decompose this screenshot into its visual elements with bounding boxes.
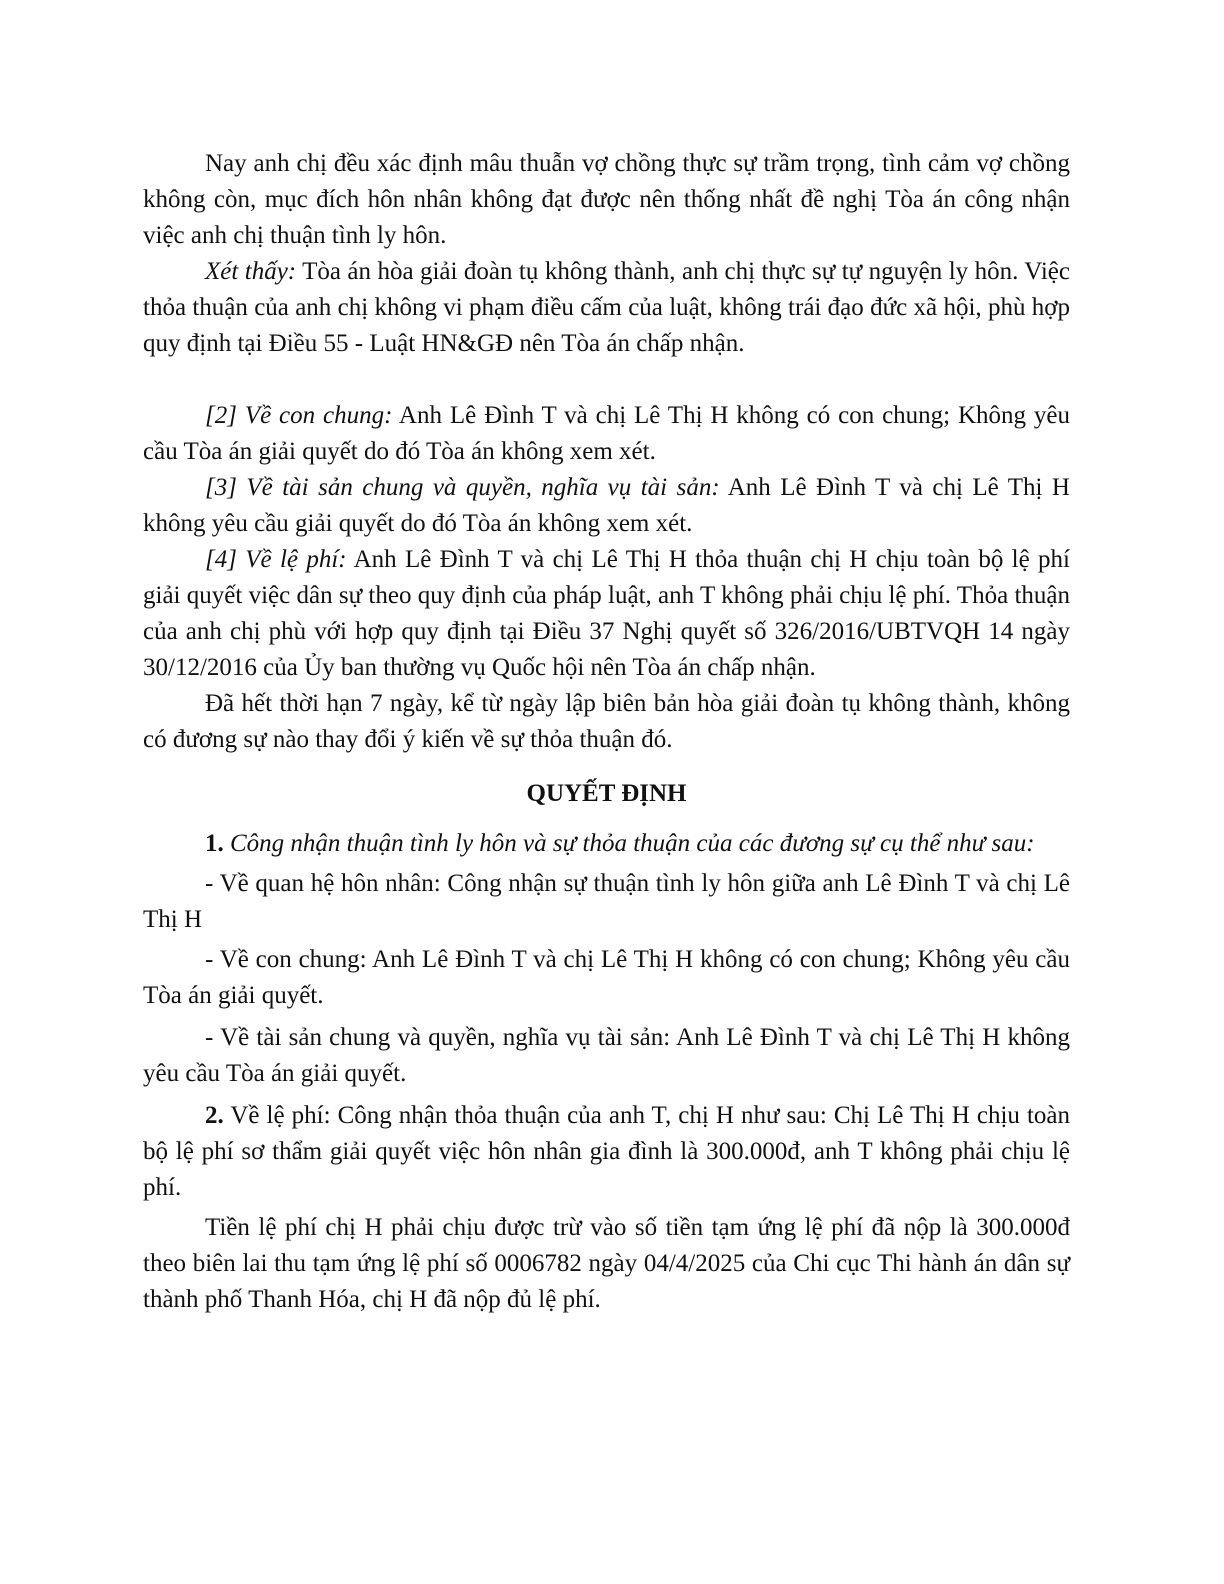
decision-2-number: 2. xyxy=(205,1102,224,1129)
decision-1-number: 1. xyxy=(205,830,224,857)
children-text: Anh Lê Đình T và chị Lê Thị H không có con chung; Không yêu cầu Tòa án giải quyết do đó Tòa án không xem xét. xyxy=(143,402,1070,465)
document-page xyxy=(143,146,1070,1318)
decision-item-1 xyxy=(143,826,1070,862)
decision-fee-deduction: Tiền lệ phí chị H phải chịu được trừ vào số tiền tạm ứng lệ phí đã nộp là 300.000đ theo biên lai thu tạm ứng lệ phí số 0006782 ngày 04/4/2025 của Chi cục Thi hành án dân sự thành phố Thanh Hóa, chị H đã nộp đủ lệ phí. xyxy=(143,1214,1070,1313)
property-label: [3] Về tài sản chung và quyền, nghĩa vụ tài sản: xyxy=(205,474,720,501)
decision-1-text: Công nhận thuận tình ly hôn và sự thỏa thuận của các đương sự cụ thể như sau: xyxy=(223,830,1035,857)
decision-1-children: - Về con chung: Anh Lê Đình T và chị Lê Thị H không có con chung; Không yêu cầu Tòa án giải quyết. xyxy=(143,946,1070,1009)
findings-label: Xét thấy: xyxy=(205,258,297,285)
children-label: [2] Về con chung: xyxy=(205,402,393,429)
paragraph-deadline: Đã hết thời hạn 7 ngày, kể từ ngày lập biên bản hòa giải đoàn tụ không thành, không có đương sự nào thay đổi ý kiến về sự thỏa thuận đó. xyxy=(143,690,1070,753)
property-text: Anh Lê Đình T và chị Lê Thị H không yêu cầu giải quyết do đó Tòa án không xem xét. xyxy=(143,474,1070,537)
paragraph-fees xyxy=(143,542,1070,686)
fees-label: [4] Về lệ phí: xyxy=(205,546,347,573)
section-title: QUYẾT ĐỊNH xyxy=(526,780,687,807)
decision-1-marriage: - Về quan hệ hôn nhân: Công nhận sự thuận tình ly hôn giữa anh Lê Đình T và chị Lê Thị H xyxy=(143,870,1070,933)
paragraph-children xyxy=(143,398,1070,470)
decision-2-text: Về lệ phí: Công nhận thỏa thuận của anh T, chị H như sau: Chị Lê Thị H chịu toàn bộ lệ phí sơ thẩm giải quyết việc hôn nhân gia đình là 300.000đ, anh T không phải chịu lệ phí. xyxy=(143,1102,1070,1201)
fees-text: Anh Lê Đình T và chị Lê Thị H thỏa thuận chị H chịu toàn bộ lệ phí giải quyết việc dân sự theo quy định của pháp luật, anh T không phải chịu lệ phí. Thỏa thuận của anh chị phù với hợp quy định tại Điều 37 Nghị quyết số 326/2016/UBTVQH 14 ngày 30/12/2016 của Ủy ban thường vụ Quốc hội nên Tòa án chấp nhận. xyxy=(143,546,1070,681)
paragraph-property xyxy=(143,470,1070,542)
decision-1-property: - Về tài sản chung và quyền, nghĩa vụ tài sản: Anh Lê Đình T và chị Lê Thị H không yêu cầu Tòa án giải quyết. xyxy=(143,1024,1070,1087)
decision-item-2 xyxy=(143,1098,1070,1206)
paragraph-agreement: Nay anh chị đều xác định mâu thuẫn vợ chồng thực sự trầm trọng, tình cảm vợ chồng không còn, mục đích hôn nhân không đạt được nên thống nhất đề nghị Tòa án công nhận việc anh chị thuận tình ly hôn. xyxy=(143,150,1070,249)
findings-text: Tòa án hòa giải đoàn tụ không thành, anh chị thực sự tự nguyện ly hôn. Việc thỏa thuận của anh chị không vi phạm điều cấm của luật, không trái đạo đức xã hội, phù hợp quy định tại Điều 55 - Luật HN&GĐ nên Tòa án chấp nhận. xyxy=(143,258,1070,357)
paragraph-findings xyxy=(143,254,1070,362)
